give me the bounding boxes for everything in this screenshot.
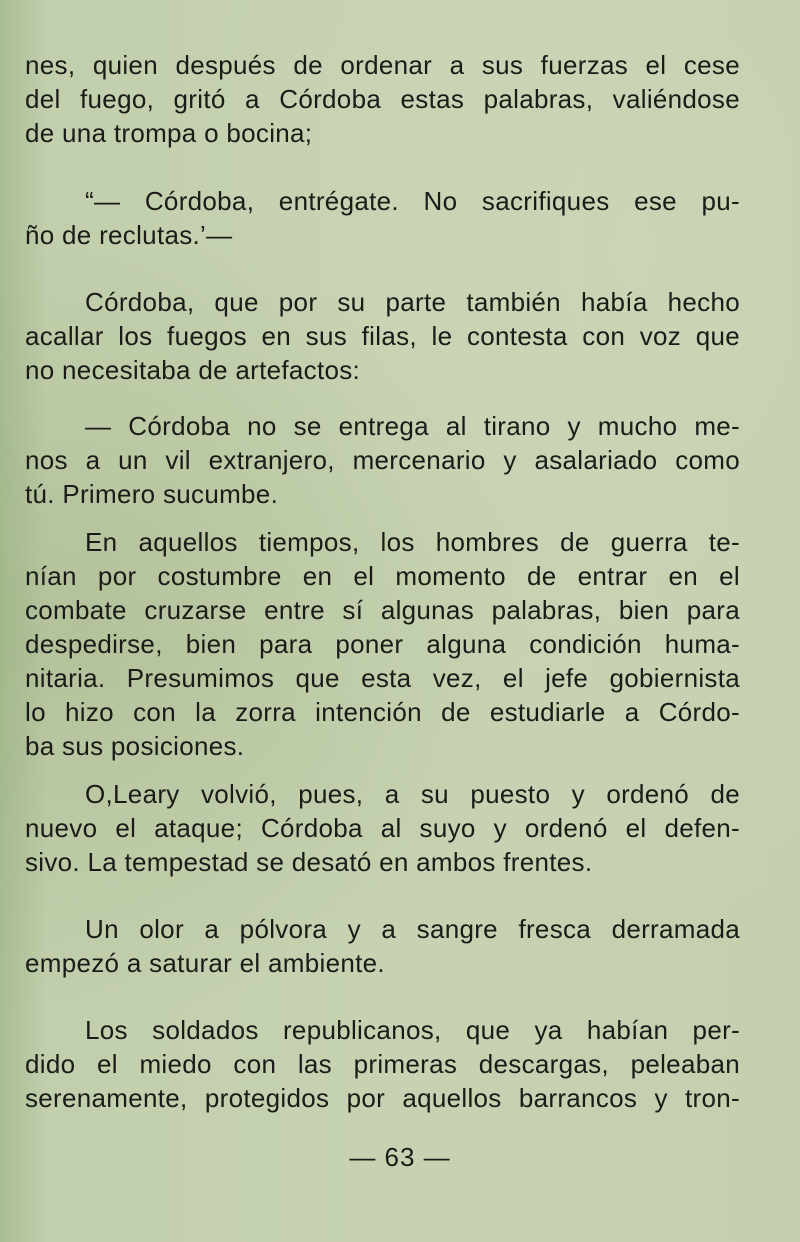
paragraph-6 <box>25 777 740 879</box>
text-line: nos a un vil extranjero, mercenario y asalariado como <box>25 445 740 475</box>
text-line: — Córdoba no se entrega al tirano y mucho me- <box>85 411 740 441</box>
text-line: nuevo el ataque; Córdoba al suyo y ordenó el defen- <box>25 813 740 843</box>
text-line: de una trompa o bocina; <box>25 118 313 148</box>
text-line: “— Córdoba, entrégate. No sacrifiques ese pu- <box>85 186 740 216</box>
text-line: ño de reclutas.’— <box>25 220 233 250</box>
text-line: sivo. La tempestad se desató en ambos frentes. <box>25 847 593 877</box>
text-line: O,Leary volvió, pues, a su puesto y ordenó de <box>85 779 740 809</box>
paragraph-4 <box>25 409 740 511</box>
text-line: del fuego, gritó a Córdoba estas palabras, valiéndose <box>25 84 740 114</box>
paragraph-3 <box>25 285 740 387</box>
text-line: no necesitaba de artefactos: <box>25 355 361 385</box>
text-line: En aquellos tiempos, los hombres de guerra te- <box>85 527 740 557</box>
page-number: — 63 — <box>349 1142 451 1172</box>
text-line: acallar los fuegos en sus filas, le contesta con voz que <box>25 321 740 351</box>
text-line: empezó a saturar el ambiente. <box>25 948 385 978</box>
text-line: ba sus posiciones. <box>25 731 245 761</box>
text-line: despedirse, bien para poner alguna condición huma- <box>25 629 740 659</box>
text-line: serenamente, protegidos por aquellos barrancos y tron- <box>25 1083 740 1113</box>
text-line: combate cruzarse entre sí algunas palabras, bien para <box>25 595 740 625</box>
paragraph-2 <box>25 184 740 252</box>
text-line: tú. Primero sucumbe. <box>25 479 279 509</box>
text-line: lo hizo con la zorra intención de estudiarle a Córdo- <box>25 697 740 727</box>
text-line: nes, quien después de ordenar a sus fuerzas el cese <box>25 50 740 80</box>
text-line: Los soldados republicanos, que ya habían per- <box>85 1015 740 1045</box>
text-line: Córdoba, que por su parte también había hecho <box>85 287 740 317</box>
paragraph-7 <box>25 912 740 980</box>
text-line: dido el miedo con las primeras descargas, peleaban <box>25 1049 740 1079</box>
paragraph-8 <box>25 1013 740 1115</box>
text-line: nían por costumbre en el momento de entrar en el <box>25 561 740 591</box>
paragraph-5 <box>25 525 740 763</box>
paragraph-1 <box>25 48 740 150</box>
text-line: nitaria. Presumimos que esta vez, el jefe gobiernista <box>25 663 740 693</box>
text-line: Un olor a pólvora y a sangre fresca derramada <box>85 914 740 944</box>
